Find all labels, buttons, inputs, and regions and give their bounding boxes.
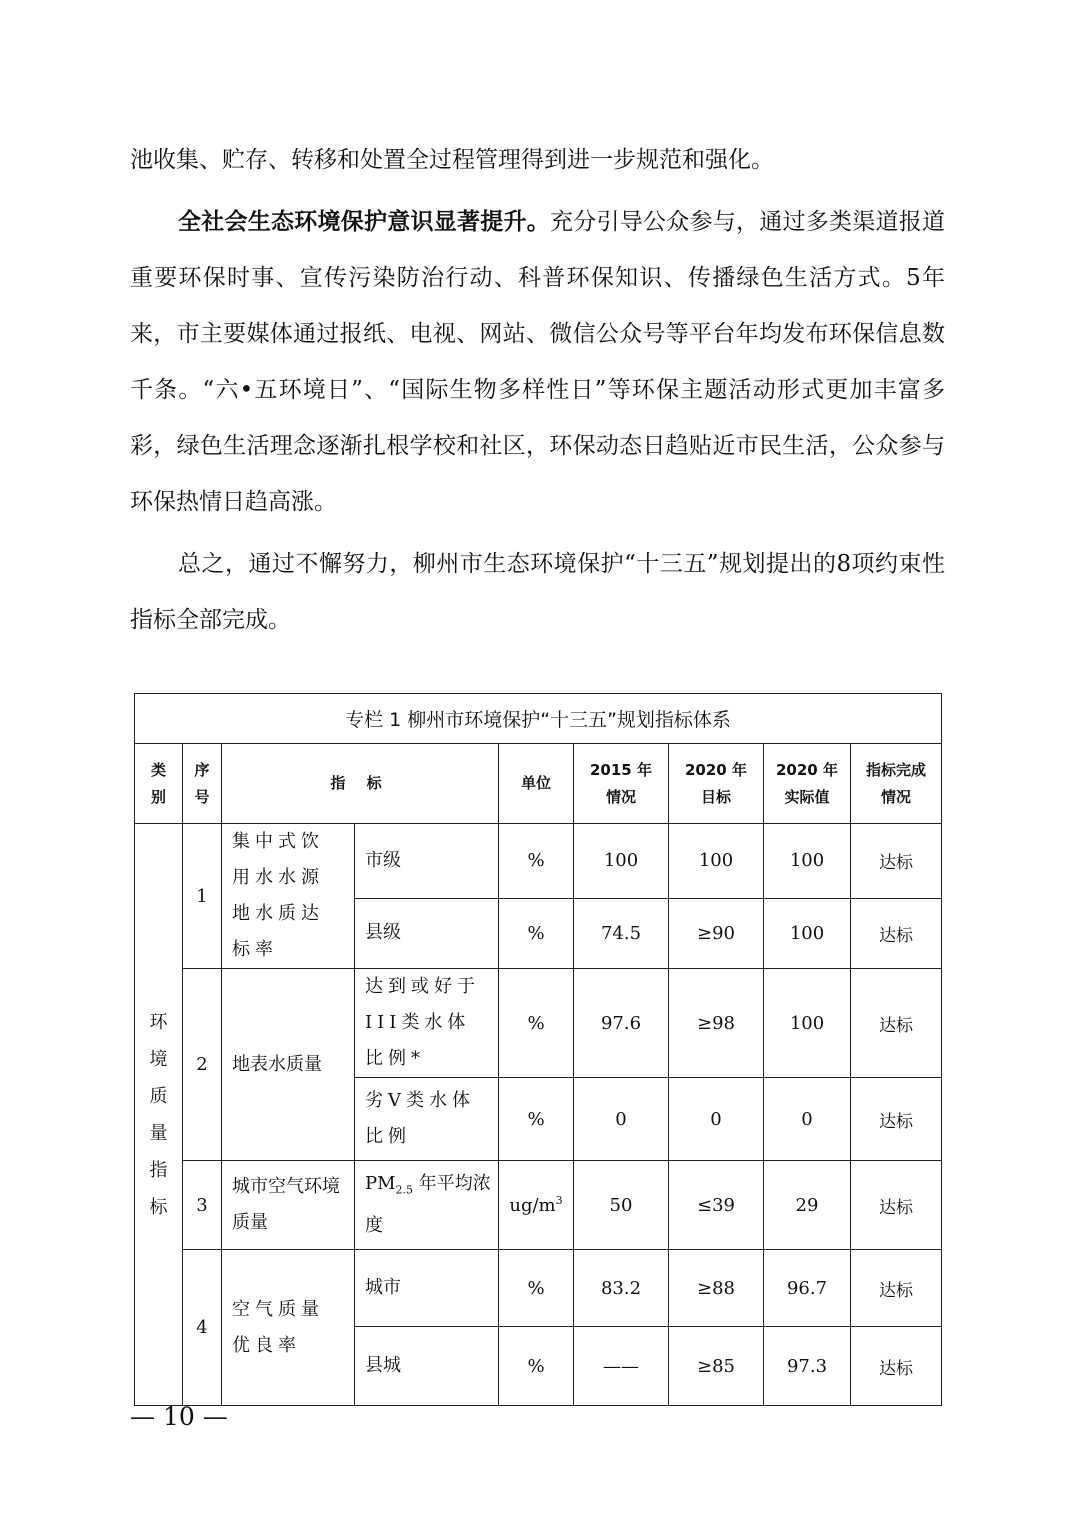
value-2015-cell: 0 bbox=[574, 1078, 669, 1161]
sub-indicator-cell: 劣V类水体比例 bbox=[355, 1078, 499, 1161]
table-title: 专栏 1 柳州市环境保护“十三五”规划指标体系 bbox=[135, 694, 942, 744]
unit-cell bbox=[499, 1161, 574, 1250]
sub-indicator-cell: 县城 bbox=[355, 1327, 499, 1406]
header-2020-target: 2020 年 目标 bbox=[669, 744, 764, 824]
seq-cell: 1 bbox=[183, 824, 222, 969]
status-cell: 达标 bbox=[851, 1327, 942, 1406]
unit-cell: % bbox=[499, 898, 574, 968]
target-2020-cell: 100 bbox=[669, 824, 764, 899]
value-2015-cell: 100 bbox=[574, 824, 669, 899]
value-2015-cell: 83.2 bbox=[574, 1250, 669, 1327]
unit-cell: % bbox=[499, 969, 574, 1078]
sub-indicator-cell bbox=[355, 1161, 499, 1250]
table-row bbox=[135, 1161, 942, 1250]
actual-2020-cell: 100 bbox=[764, 898, 851, 968]
status-cell: 达标 bbox=[851, 969, 942, 1078]
sub-indicator-cell: 城市 bbox=[355, 1250, 499, 1327]
indicator-table bbox=[134, 693, 942, 1406]
header-2020-actual: 2020 年 实际值 bbox=[764, 744, 851, 824]
category-cell: 环 境 质 量 指 标 bbox=[135, 824, 183, 1406]
paragraph-1: 池收集、贮存、转移和处置全过程管理得到进一步规范和强化。 bbox=[130, 147, 774, 173]
target-2020-cell: ≤39 bbox=[669, 1161, 764, 1250]
paragraph-2 bbox=[130, 194, 945, 530]
pm-label: PM bbox=[365, 1172, 396, 1194]
status-cell: 达标 bbox=[851, 824, 942, 899]
header-unit: 单位 bbox=[499, 744, 574, 824]
status-cell: 达标 bbox=[851, 1161, 942, 1250]
unit-cell: % bbox=[499, 1327, 574, 1406]
table-row bbox=[135, 824, 942, 899]
sub-indicator-cell: 达到或好于III类水体比例* bbox=[355, 969, 499, 1078]
paragraph-2-lead: 全社会生态环境保护意识显著提升。 bbox=[178, 208, 550, 235]
status-cell: 达标 bbox=[851, 898, 942, 968]
actual-2020-cell: 29 bbox=[764, 1161, 851, 1250]
body-text bbox=[130, 132, 945, 648]
value-2015-cell: 74.5 bbox=[574, 898, 669, 968]
table-row bbox=[135, 969, 942, 1078]
status-cell: 达标 bbox=[851, 1250, 942, 1327]
header-2015: 2015 年 情况 bbox=[574, 744, 669, 824]
unit-superscript: 3 bbox=[555, 1194, 563, 1207]
paragraph-2-body: 充分引导公众参与，通过多类渠道报道重要环保时事、宣传污染防治行动、科普环保知识、传播绿色生活方式。5年来，市主要媒体通过报纸、电视、网站、微信公众号等平台年均发布环保信息数千条。“六•五环境日”、“国际生物多样性日”等环保主题活动形式更加丰富多彩，绿色生活理念逐渐扎根学校和社区，环保动态日趋贴近市民生活，公众参与环保热情日趋高涨。 bbox=[130, 209, 945, 515]
seq-cell: 4 bbox=[183, 1250, 222, 1406]
actual-2020-cell: 97.3 bbox=[764, 1327, 851, 1406]
target-2020-cell: ≥98 bbox=[669, 969, 764, 1078]
sub-indicator-cell: 市级 bbox=[355, 824, 499, 899]
target-2020-cell: 0 bbox=[669, 1078, 764, 1161]
indicator-cell: 地表水质量 bbox=[222, 969, 355, 1161]
target-2020-cell: ≥85 bbox=[669, 1327, 764, 1406]
indicator-cell: 城市空气环境质量 bbox=[222, 1161, 355, 1250]
value-2015-cell: —— bbox=[574, 1327, 669, 1406]
unit-cell: % bbox=[499, 1250, 574, 1327]
target-2020-cell: ≥90 bbox=[669, 898, 764, 968]
unit-base: ug/m bbox=[509, 1195, 556, 1216]
value-2015-cell: 50 bbox=[574, 1161, 669, 1250]
actual-2020-cell: 100 bbox=[764, 969, 851, 1078]
header-category: 类 别 bbox=[135, 744, 183, 824]
pm-desc: 年平均浓度 bbox=[365, 1172, 491, 1237]
unit-cell: % bbox=[499, 824, 574, 899]
seq-cell: 3 bbox=[183, 1161, 222, 1250]
sub-indicator-cell: 县级 bbox=[355, 898, 499, 968]
header-seq: 序 号 bbox=[183, 744, 222, 824]
table-row bbox=[135, 1250, 942, 1327]
seq-cell: 2 bbox=[183, 969, 222, 1161]
indicator-cell: 集中式饮用水水源地水质达标率 bbox=[222, 824, 355, 969]
actual-2020-cell: 100 bbox=[764, 824, 851, 899]
actual-2020-cell: 96.7 bbox=[764, 1250, 851, 1327]
pm-subscript: 2.5 bbox=[395, 1183, 414, 1197]
unit-cell: % bbox=[499, 1078, 574, 1161]
value-2015-cell: 97.6 bbox=[574, 969, 669, 1078]
header-indicator: 指 标 bbox=[222, 744, 499, 824]
header-status: 指标完成 情况 bbox=[851, 744, 942, 824]
paragraph-3: 总之，通过不懈努力，柳州市生态环境保护“十三五”规划提出的8项约束性指标全部完成。 bbox=[130, 551, 945, 633]
status-cell: 达标 bbox=[851, 1078, 942, 1161]
page-number: — 10 — bbox=[130, 1402, 228, 1431]
target-2020-cell: ≥88 bbox=[669, 1250, 764, 1327]
actual-2020-cell: 0 bbox=[764, 1078, 851, 1161]
indicator-cell: 空气质量优良率 bbox=[222, 1250, 355, 1406]
